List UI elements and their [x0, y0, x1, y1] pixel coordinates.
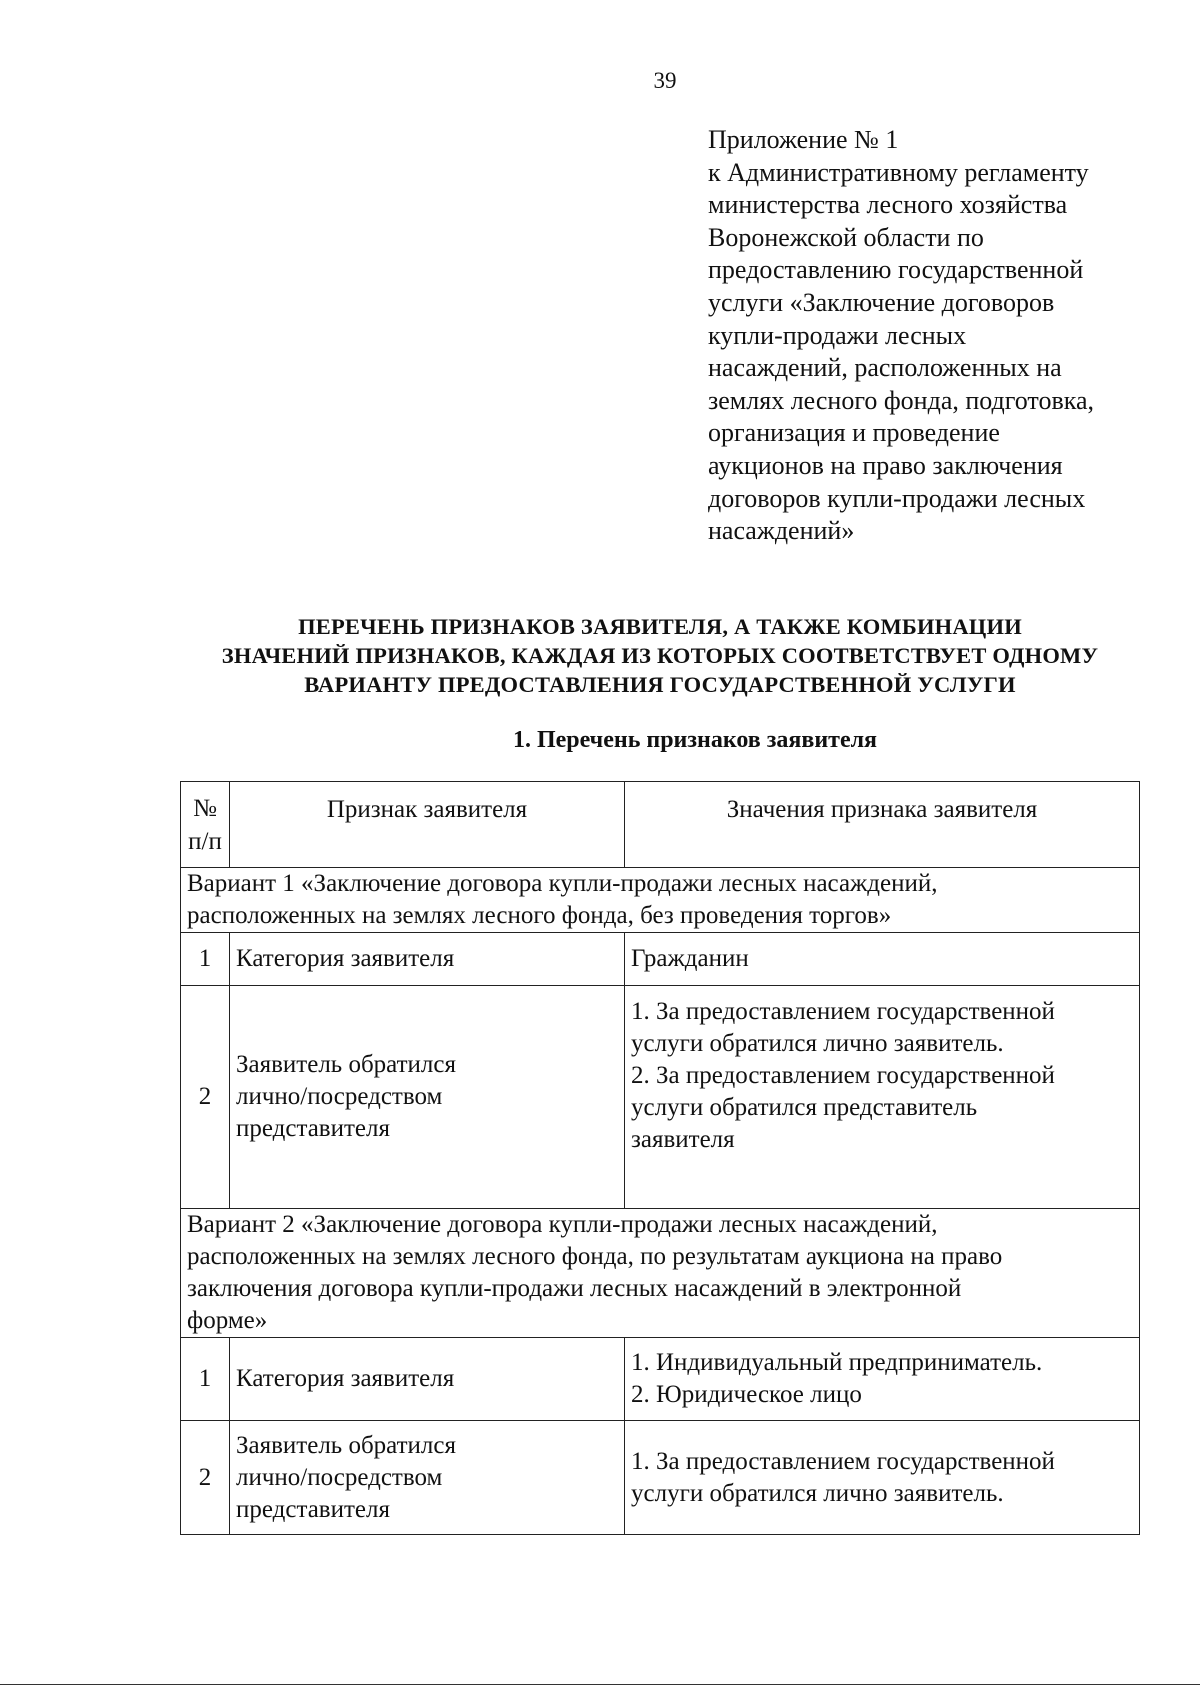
table-row — [181, 1421, 1140, 1535]
appendix-line: министерства лесного хозяйства — [708, 190, 1068, 220]
header-attribute-label: Признак заявителя — [326, 796, 528, 823]
appendix-line: предоставлению государственной — [708, 255, 1084, 285]
appendix-line: аукционов на право заключения — [708, 450, 1063, 480]
appendix-line: купли-продажи лесных — [708, 320, 967, 350]
variant-heading-row — [181, 1209, 1140, 1338]
value-line: 2. За предоставлением государственной — [631, 1062, 1055, 1089]
table-header-row — [181, 782, 1140, 868]
header-values — [625, 782, 1140, 868]
row-attribute — [230, 986, 625, 1209]
row-attribute — [230, 1338, 625, 1421]
row-attribute — [230, 1421, 625, 1535]
attribute-line: Категория заявителя — [236, 1365, 455, 1392]
value-line: 1. За предоставлением государственной — [631, 998, 1055, 1025]
title-line: ПЕРЕЧЕНЬ ПРИЗНАКОВ ЗАЯВИТЕЛЯ, А ТАКЖЕ КОМБИНАЦИИ — [298, 614, 1022, 639]
row-value — [625, 986, 1140, 1209]
header-num-symbol: № — [193, 795, 217, 822]
attribute-line: лично/посредством — [236, 1083, 443, 1110]
variant-heading-line: форме» — [187, 1307, 268, 1334]
header-num-abbr: п/п — [188, 828, 222, 855]
appendix-line: организация и проведение — [708, 418, 1000, 448]
attribute-line: Заявитель обратился — [236, 1051, 456, 1078]
appendix-line: к Административному регламенту — [708, 157, 1089, 187]
appendix-line: землях лесного фонда, подготовка, — [708, 385, 1095, 415]
value-line: Гражданин — [631, 945, 749, 972]
appendix-line: насаждений» — [708, 516, 855, 546]
appendix-line: услуги «Заключение договоров — [708, 287, 1055, 317]
variant-1-heading — [181, 868, 1140, 933]
value-line: 1. За предоставлением государственной — [631, 1447, 1055, 1475]
variant-heading-line: Вариант 2 «Заключение договора купли-продажи лесных насаждений, — [187, 1211, 938, 1238]
row-attribute — [230, 933, 625, 986]
value-line: услуги обратился представитель — [631, 1094, 978, 1121]
variant-2-heading — [181, 1209, 1140, 1338]
document-title — [180, 612, 1140, 699]
page-number: 39 — [653, 68, 677, 93]
attribute-line: Заявитель обратился — [236, 1431, 456, 1459]
attribute-line: Категория заявителя — [236, 945, 455, 972]
attribute-line: представителя — [236, 1495, 390, 1523]
appendix-note — [708, 124, 1148, 548]
value-line: услуги обратился лично заявитель. — [631, 1030, 1004, 1057]
value-line: услуги обратился лично заявитель. — [631, 1479, 1004, 1507]
appendix-line: договоров купли-продажи лесных — [708, 483, 1086, 513]
value-line: заявителя — [631, 1126, 735, 1153]
row-number: 1 — [181, 1338, 230, 1421]
row-number: 2 — [181, 1421, 230, 1535]
appendix-line: Воронежской области по — [708, 222, 984, 252]
criteria-table — [180, 781, 1140, 1535]
header-num — [181, 782, 230, 868]
attribute-line: представителя — [236, 1115, 390, 1142]
section-title: 1. Перечень признаков заявителя — [512, 727, 878, 753]
row-number: 1 — [181, 933, 230, 986]
variant-heading-line: заключения договора купли-продажи лесных насаждений в электронной — [187, 1275, 962, 1302]
value-line: 2. Юридическое лицо — [631, 1381, 862, 1408]
row-value — [625, 1338, 1140, 1421]
appendix-line: Приложение № 1 — [708, 125, 899, 154]
value-line: 1. Индивидуальный предприниматель. — [631, 1349, 1043, 1376]
table-row — [181, 933, 1140, 986]
page-bottom-rule — [0, 1684, 1200, 1685]
row-value — [625, 933, 1140, 986]
row-value — [625, 1421, 1140, 1535]
variant-heading-line: Вариант 1 «Заключение договора купли-продажи лесных насаждений, — [187, 870, 938, 897]
title-line: ЗНАЧЕНИЙ ПРИЗНАКОВ, КАЖДАЯ ИЗ КОТОРЫХ СООТВЕТСТВУЕТ ОДНОМУ — [221, 643, 1099, 668]
appendix-line: насаждений, расположенных на — [708, 353, 1062, 383]
row-number: 2 — [181, 986, 230, 1209]
table-row — [181, 986, 1140, 1209]
header-attribute — [230, 782, 625, 868]
attribute-line: лично/посредством — [236, 1463, 443, 1491]
variant-heading-row — [181, 868, 1140, 933]
variant-heading-line: расположенных на землях лесного фонда, по результатам аукциона на право — [187, 1243, 1003, 1270]
variant-heading-line: расположенных на землях лесного фонда, без проведения торгов» — [187, 902, 892, 929]
header-values-label: Значения признака заявителя — [726, 796, 1038, 823]
title-line: ВАРИАНТУ ПРЕДОСТАВЛЕНИЯ ГОСУДАРСТВЕННОЙ УСЛУГИ — [304, 672, 1016, 697]
table-row — [181, 1338, 1140, 1421]
